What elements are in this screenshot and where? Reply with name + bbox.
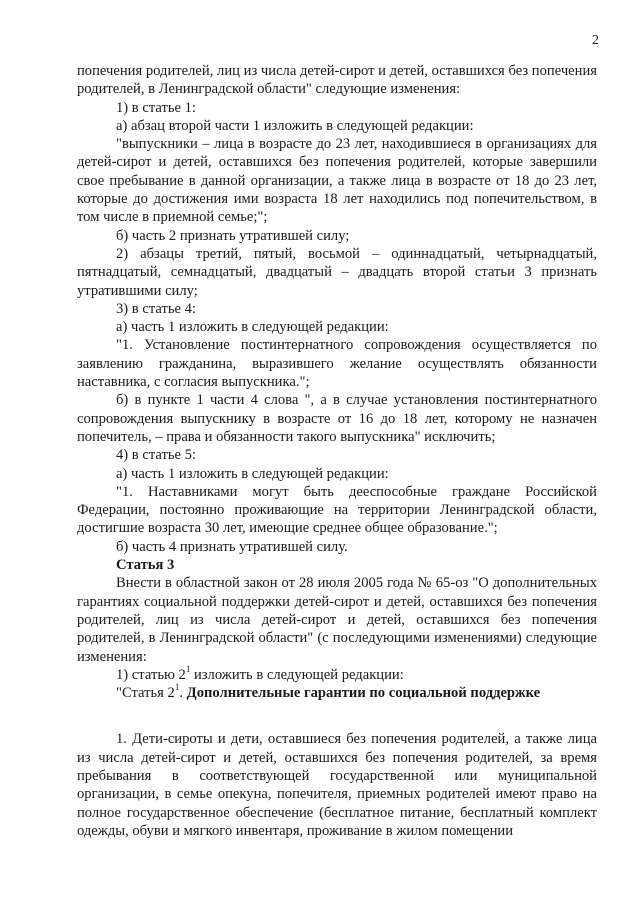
quoted-article-title — [77, 684, 597, 702]
item-text: 1) статью 2 — [116, 666, 186, 683]
paragraph: 2) абзацы третий, пятый, восьмой – одиннадцатый, четырнадцатый, пятнадцатый, семнадцатый, двадцатый – двадцать второй статьи 3 признать утратившими силу; — [77, 245, 597, 299]
paragraph: "выпускники – лица в возрасте до 23 лет, находившиеся в организациях для детей-сирот и детей, оставшихся без попечения родителей, которые завершили свое пребывание в данной организации, а также лица в возрасте от 18 до 23 лет, которые до достижения ими возраста 18 лет находились под попечительством, в том числе в приемной семье;"; — [77, 136, 597, 226]
paragraph: а) часть 1 изложить в следующей редакции: — [116, 465, 389, 482]
paragraph: 1) в статье 1: — [116, 99, 196, 116]
article-heading: Статья 3 — [116, 557, 175, 574]
document-body — [77, 62, 597, 840]
paragraph: б) в пункте 1 части 4 слова ", а в случае установления постинтернатного сопровождения выпускнику в возрасте от 16 до 18 лет, которому не назначен попечитель, – права и обязанности такого выпускника" исключить; — [77, 392, 597, 445]
paragraph: а) абзац второй части 1 изложить в следующей редакции: — [116, 117, 474, 134]
paragraph: "1. Наставниками могут быть дееспособные граждане Российской Федерации, постоянно проживающие на территории Ленинградской области, достигшие возраста 30 лет, имеющие среднее общее образование."; — [77, 483, 597, 537]
paragraph: попечения родителей, лиц из числа детей-сирот и детей, оставшихся без попечения родителей, в Ленинградской области" следующие изменения: — [77, 63, 597, 98]
quote-open: "Статья 2 — [116, 685, 175, 702]
paragraph: 3) в статье 4: — [116, 300, 196, 317]
item-text-rest: изложить в следующей редакции: — [190, 666, 404, 683]
paragraph: а) часть 1 изложить в следующей редакции: — [116, 319, 389, 336]
article-intro: Внести в областной закон от 28 июля 2005 года № 65-оз "О дополнительных гарантиях социальной поддержки детей-сирот и детей, оставшихся без попечения родителей, лиц из числа детей-сирот и детей, оставшихся без попечения родителей, в Ленинградской области" (с последующими изменениями) следующие изменения: — [77, 575, 597, 665]
page-number: 2 — [592, 33, 599, 48]
paragraph: б) часть 2 признать утратившей силу; — [116, 227, 350, 244]
quote-superscript: 1 — [174, 682, 180, 693]
paragraph: "1. Установление постинтернатного сопровождения осуществляется по заявлению гражданина, выразившего желание осуществлять обязанности наставника, с согласия выпускника."; — [77, 337, 597, 391]
quote-title: Дополнительные гарантии по социальной поддержке — [186, 685, 541, 702]
paragraph: б) часть 4 признать утратившей силу. — [116, 538, 348, 555]
article-point: 1. Дети-сироты и дети, оставшиеся без попечения родителей, а также лица из числа детей-сирот и детей, оставшихся без попечения родителей, за время пребывания в соответствующей государственной или муниципальной организации, в семье опекуна, попечителя, приемных родителей имеют право на полное государственное обеспечение (бесплатное питание, бесплатный комплект одежды, обуви и мягкого инвентаря, проживание в жилом помещении — [77, 731, 597, 839]
item-superscript: 1 — [185, 663, 191, 674]
article-item — [77, 663, 597, 684]
quote-dot: . — [179, 685, 187, 702]
paragraph: 4) в статье 5: — [116, 447, 196, 464]
